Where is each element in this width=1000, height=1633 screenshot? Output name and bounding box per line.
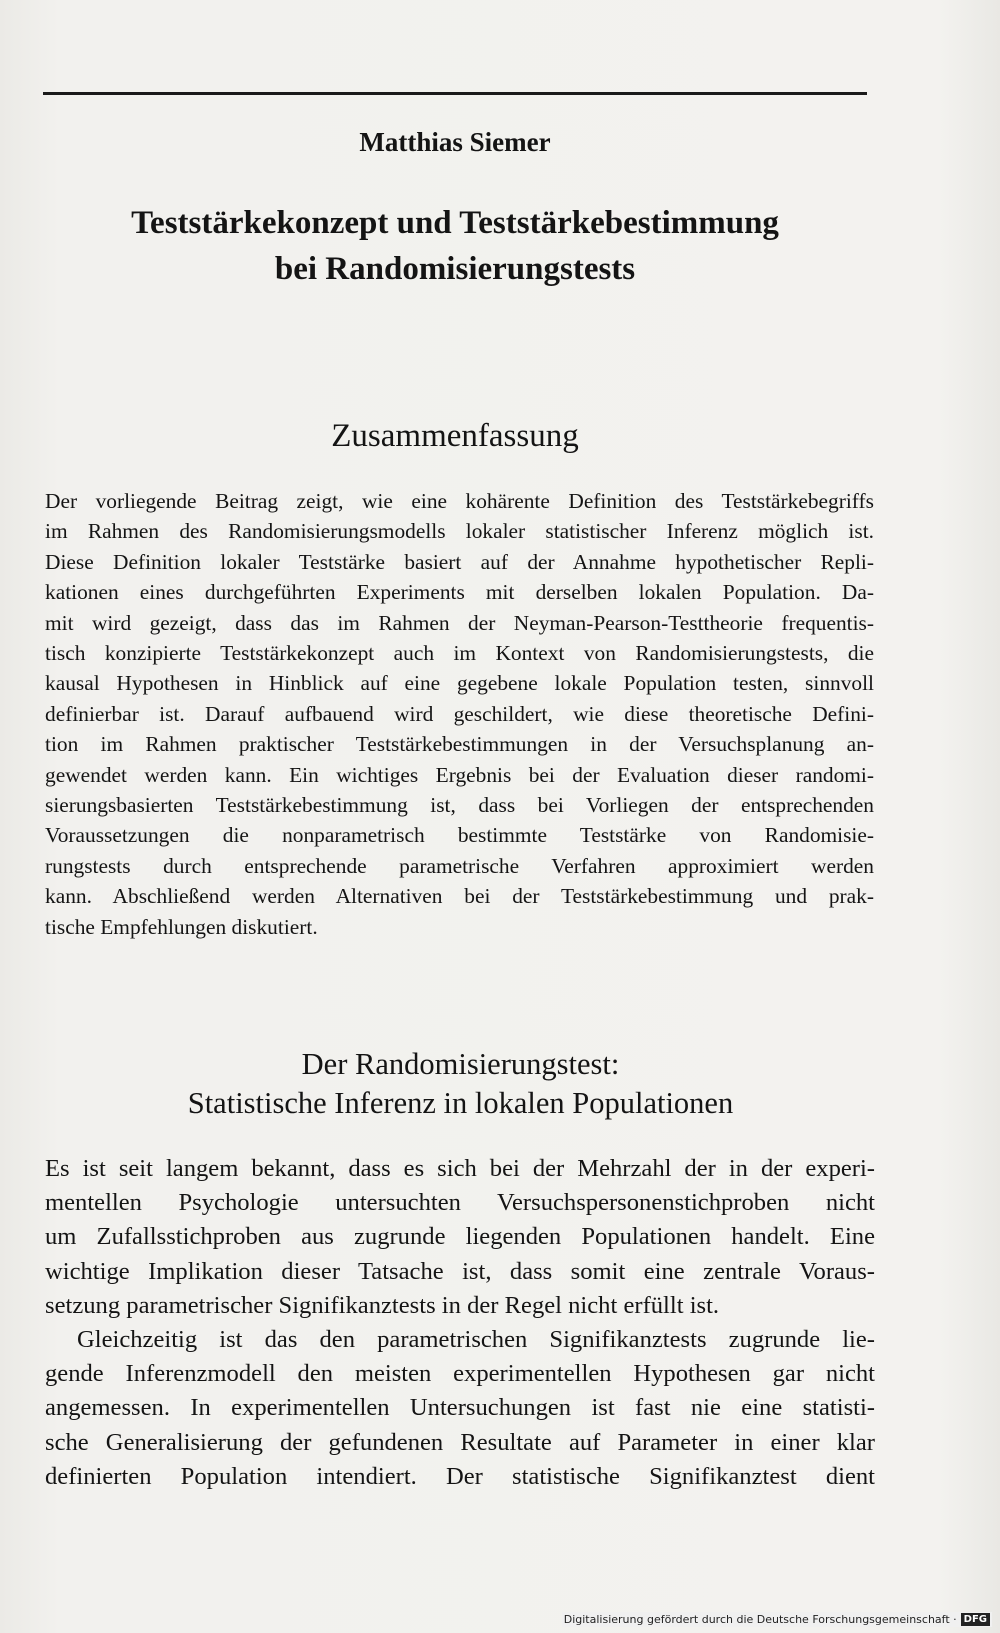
footer-text: Digitalisierung gefördert durch die Deutsche Forschungsgemeinschaft · [563, 1613, 957, 1626]
body-line: Es ist seit langem bekannt, dass es sich bei der Mehrzahl der in der experi- [45, 1155, 875, 1182]
abstract-line: rungstests durch entsprechende parametrische Verfahren approximiert werden [45, 853, 874, 878]
section-heading-line-1: Der Randomisierungstest: [301, 1047, 620, 1081]
body-line: wichtige Implikation dieser Tatsache ist, dass somit eine zentrale Voraus- [45, 1257, 875, 1285]
header-rule [43, 92, 867, 95]
abstract-line: kationen eines durchgeführten Experiments mit derselben lokalen Population. Da- [45, 580, 874, 605]
abstract-text [45, 486, 874, 942]
body-line: Gleichzeitig ist das den parametrischen Signifikanztests zugrunde lie- [77, 1326, 875, 1354]
abstract-line: kann. Abschließend werden Alternativen bei der Teststärkebestimmung und prak- [45, 884, 874, 909]
body-line: um Zufallsstichproben aus zugrunde liegenden Populationen handelt. Eine [45, 1223, 875, 1251]
abstract-line: gewendet werden kann. Ein wichtiges Ergebnis bei der Evaluation dieser randomi- [45, 762, 874, 787]
digitization-footer [562, 1612, 992, 1627]
abstract-line: Der vorliegende Beitrag zeigt, wie eine kohärente Definition des Teststärkebegriffs [45, 489, 874, 513]
abstract-line: mit wird gezeigt, dass das im Rahmen der Neyman-Pearson-Testtheorie frequentis- [45, 610, 874, 635]
body-line: definierten Population intendiert. Der statistische Signifikanztest dient [45, 1462, 875, 1490]
abstract-line: im Rahmen des Randomisierungsmodells lokaler statistischer Inferenz möglich ist. [45, 519, 874, 544]
body-line: sche Generalisierung der gefundenen Resultate auf Parameter in einer klar [45, 1428, 875, 1456]
section-heading [43, 1045, 878, 1123]
title-line-2: bei Randomisierungstests [274, 251, 636, 287]
abstract-line: sierungsbasierten Teststärkebestimmung ist, dass bei Vorliegen der entsprechenden [45, 793, 874, 818]
section-heading-line-2: Statistische Inferenz in lokalen Populationen [187, 1086, 734, 1120]
abstract-line: tische Empfehlungen diskutiert. [45, 914, 318, 939]
dfg-logo-icon: DFG [961, 1613, 990, 1626]
title-line-1: Teststärkekonzept und Teststärkebestimmung [131, 205, 779, 241]
abstract-line: tisch konzipierte Teststärkekonzept auch im Kontext von Randomisierungstests, die [45, 641, 874, 666]
abstract-line: definierbar ist. Darauf aufbauend wird geschildert, wie diese theoretische Defini- [45, 701, 874, 726]
paragraph-1 [45, 1152, 875, 1323]
body-line: angemessen. In experimentellen Untersuchungen ist fast nie eine statisti- [45, 1394, 875, 1422]
body-line: gende Inferenzmodell den meisten experimentellen Hypothesen gar nicht [45, 1360, 875, 1388]
section-body [45, 1152, 875, 1494]
body-line: mentellen Psychologie untersuchten Versuchspersonenstichproben nicht [45, 1189, 875, 1217]
article-title [43, 200, 867, 292]
abstract-line: Voraussetzungen die nonparametrisch bestimmte Teststärke von Randomisie- [45, 823, 874, 848]
paragraph-2 [45, 1323, 875, 1494]
abstract-line: kausal Hypothesen in Hinblick auf eine gegebene lokale Population testen, sinnvoll [45, 671, 874, 696]
abstract-heading: Zusammenfassung [331, 418, 579, 454]
abstract-line: Diese Definition lokaler Teststärke basiert auf der Annahme hypothetischer Repli- [45, 549, 874, 574]
abstract-line: tion im Rahmen praktischer Teststärkebestimmungen in der Versuchsplanung an- [45, 732, 874, 757]
body-line: setzung parametrischer Signifikanztests in der Regel nicht erfüllt ist. [45, 1291, 720, 1319]
author-name: Matthias Siemer [359, 127, 551, 157]
